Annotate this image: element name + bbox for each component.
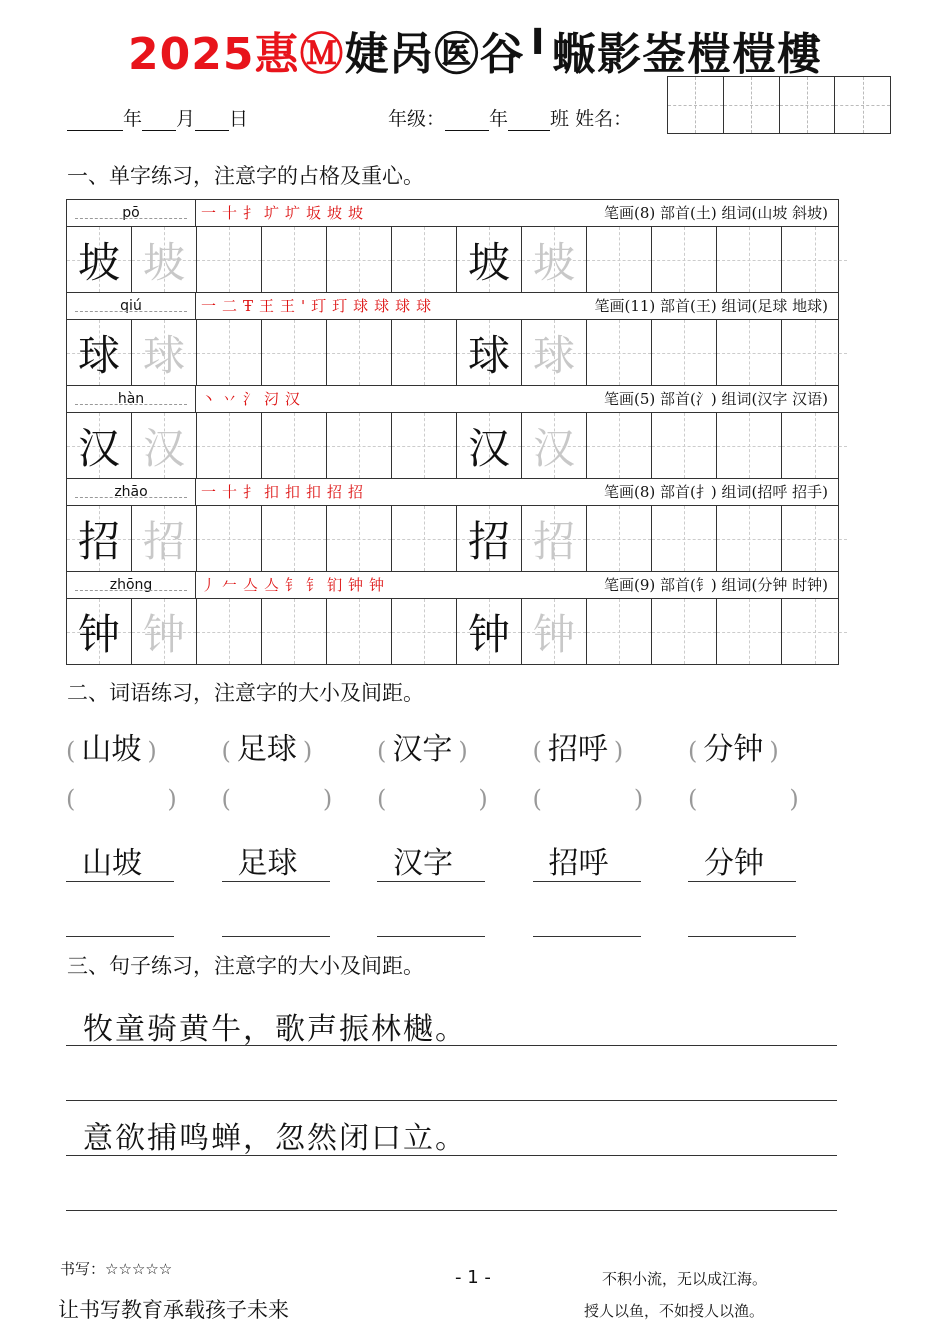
left-paren-icon: ( [221,785,231,813]
trace-char: 钟 [532,609,575,659]
writing-cell[interactable] [587,413,652,478]
word-model [222,724,313,768]
word-text: 足球 [236,732,297,767]
word-underlined: 足球 [237,846,298,881]
char-meta: 笔画(8) 部首(扌) 组词(招呼 招手) [604,483,828,501]
model-char: 钟 [77,609,120,659]
grade-label: 年级： [388,108,446,130]
name-cell[interactable] [724,77,780,133]
pinyin: hàn [67,386,196,412]
right-paren-icon: ) [789,785,799,813]
right-paren-icon: ) [613,737,624,765]
writing-cell[interactable] [262,506,327,571]
trace-char: 汉 [142,423,185,473]
writing-cell[interactable] [327,413,392,478]
title-black-part: 婕呙㊩谷╹蝂影崟榿榿樓 [344,29,822,80]
grade-blank[interactable] [445,112,489,131]
word-text: 分钟 [703,732,764,767]
year-label: 年 [123,108,143,130]
slogan: 让书写教育承载孩子未来 [58,1298,289,1322]
stroke-order: 丶丷氵汈汉 [201,390,307,408]
char-practice-row [67,227,838,293]
char-info-row [67,386,838,413]
rating-label: 书写：☆☆☆☆☆ [60,1260,173,1278]
name-cell[interactable] [835,77,890,133]
right-paren-icon: ) [478,785,488,813]
right-paren-icon: ) [167,785,177,813]
model-char-cell [67,227,132,292]
model-char-cell [67,320,132,385]
model-char-cell [67,599,132,664]
left-paren-icon: ( [66,737,76,765]
word-underline [377,881,485,882]
sentence-2: 意欲捕鸣蝉，忽然闭口立。 [83,1121,467,1156]
left-paren-icon: ( [66,785,76,813]
char-info-row [67,293,838,320]
model-char: 招 [467,516,510,566]
writing-cell[interactable] [327,227,392,292]
model-char: 招 [77,516,120,566]
month-label: 月 [176,108,196,130]
class-line [388,104,632,131]
stroke-order: 一二Ŧ王王'玎玎球球球球 [201,297,438,315]
model-char: 汉 [77,423,120,473]
writing-cell[interactable] [262,227,327,292]
trace-char: 坡 [532,237,575,287]
sentence-2-practice-line[interactable] [66,1210,837,1211]
model-char-cell [67,506,132,571]
name-cell[interactable] [668,77,724,133]
word-text: 招呼 [547,732,608,767]
char-practice-row [67,506,838,572]
quote-2: 授人以鱼，不如授人以渔。 [584,1302,765,1320]
model-char: 钟 [467,609,510,659]
word-text: 山坡 [81,732,142,767]
char-info-row [67,572,838,599]
writing-cell[interactable] [782,413,847,478]
writing-cell[interactable] [197,413,262,478]
quote-1: 不积小流，无以成江海。 [602,1270,768,1288]
writing-cell[interactable] [197,599,262,664]
model-char-cell [457,506,522,571]
word-underline [688,881,796,882]
left-paren-icon: ( [377,737,387,765]
word-underlined: 汉字 [393,846,453,881]
trace-char: 汉 [532,423,575,473]
section3-heading: 三、句子练习，注意字的大小及间距。 [67,954,424,978]
trace-char-cell[interactable] [522,227,587,292]
model-char: 坡 [77,237,120,287]
writing-cell[interactable] [327,506,392,571]
word-blank-parens[interactable] [66,780,177,815]
model-char: 坡 [467,237,510,287]
stroke-order: 丿𠂉亼亼钅钅钔钟钟 [201,576,391,594]
trace-char: 钟 [142,609,185,659]
writing-cell[interactable] [392,599,457,664]
trace-char: 招 [532,516,575,566]
sentence-1-practice-line[interactable] [66,1100,837,1101]
writing-cell[interactable] [262,413,327,478]
char-info-row [67,479,838,506]
char-meta: 笔画(8) 部首(土) 组词(山坡 斜坡) [604,204,828,222]
word-practice-line[interactable] [377,936,485,937]
left-paren-icon: ( [688,785,698,813]
word-underlined: 分钟 [704,846,764,881]
model-char: 汉 [467,423,510,473]
writing-cell[interactable] [717,227,782,292]
right-paren-icon: ) [302,737,313,765]
trace-char: 球 [532,330,575,380]
char-practice-row [67,599,838,664]
model-char-cell [457,413,522,478]
word-practice-line[interactable] [66,936,174,937]
model-char: 球 [467,330,510,380]
model-char-cell [457,227,522,292]
word-underline [533,881,641,882]
writing-cell[interactable] [392,413,457,478]
writing-cell[interactable] [197,506,262,571]
writing-cell[interactable] [197,227,262,292]
writing-cell[interactable] [587,506,652,571]
char-practice-row [67,320,838,386]
writing-cell[interactable] [652,506,717,571]
pinyin: pō [67,200,196,226]
trace-char-cell[interactable] [132,413,197,478]
writing-cell[interactable] [652,599,717,664]
pinyin: qiú [67,293,196,319]
model-char-cell [457,320,522,385]
stroke-order: 一十扌圹圹坂坡坡 [201,204,370,222]
title-red-part: 2025惠Ⓜ [128,29,345,80]
trace-char-cell[interactable] [132,506,197,571]
left-paren-icon: ( [221,737,231,765]
writing-cell[interactable] [262,599,327,664]
char-meta: 笔画(5) 部首(氵) 组词(汉字 汉语) [604,390,828,408]
section2-heading: 二、词语练习，注意字的大小及间距。 [67,681,424,705]
section1-heading: 一、单字练习，注意字的占格及重心。 [67,164,424,188]
sentence-1-line [66,1045,837,1046]
word-blank-parens[interactable] [377,780,488,815]
trace-char-cell[interactable] [132,320,197,385]
writing-cell[interactable] [782,227,847,292]
writing-cell[interactable] [587,227,652,292]
trace-char-cell[interactable] [522,320,587,385]
page-title [0,18,950,82]
day-blank[interactable] [195,112,229,131]
model-char: 球 [77,330,120,380]
writing-cell[interactable] [782,506,847,571]
word-model [688,724,779,768]
writing-cell[interactable] [327,320,392,385]
character-practice-grid [66,199,839,665]
writing-cell[interactable] [652,413,717,478]
char-meta: 笔画(9) 部首(钅) 组词(分钟 时钟) [604,576,828,594]
word-model [533,724,624,768]
model-char-cell [457,599,522,664]
day-label: 日 [229,108,249,130]
word-blank-parens[interactable] [222,780,333,815]
pinyin: zhāo [67,479,196,505]
month-blank[interactable] [142,112,176,131]
trace-char-cell[interactable] [132,599,197,664]
writing-cell[interactable] [392,506,457,571]
name-cell[interactable] [780,77,836,133]
word-underline [66,881,174,882]
trace-char: 球 [142,330,185,380]
left-paren-icon: ( [377,785,387,813]
trace-char-cell[interactable] [522,599,587,664]
word-underline [222,881,330,882]
word-blank-parens[interactable] [533,780,644,815]
writing-cell[interactable] [587,599,652,664]
writing-cell[interactable] [652,320,717,385]
left-paren-icon: ( [688,737,698,765]
year-blank[interactable] [67,112,123,131]
writing-cell[interactable] [197,320,262,385]
writing-cell[interactable] [262,320,327,385]
char-info-row [67,200,838,227]
right-paren-icon: ) [147,737,157,765]
char-meta: 笔画(11) 部首(王) 组词(足球 地球) [594,297,828,315]
left-paren-icon: ( [532,737,542,765]
right-paren-icon: ) [458,737,468,765]
word-text: 汉字 [392,732,453,767]
sentence-1: 牧童骑黄牛，歌声振林樾。 [83,1012,467,1047]
word-underlined: 山坡 [82,846,142,881]
writing-cell[interactable] [717,320,782,385]
sentence-2-line [66,1155,837,1156]
char-practice-row [67,413,838,479]
page-number: - 1 - [455,1267,491,1288]
name-writing-grid[interactable] [667,76,891,134]
writing-cell[interactable] [782,599,847,664]
trace-char: 招 [142,516,185,566]
writing-cell[interactable] [392,320,457,385]
right-paren-icon: ) [322,785,333,813]
trace-char-cell[interactable] [522,413,587,478]
name-label: 姓名： [575,108,633,130]
word-practice-line[interactable] [688,936,796,937]
word-practice-line[interactable] [222,936,330,937]
word-model [66,724,157,768]
writing-cell[interactable] [717,413,782,478]
writing-cell[interactable] [327,599,392,664]
writing-cell[interactable] [652,227,717,292]
word-practice-line[interactable] [533,936,641,937]
left-paren-icon: ( [532,785,542,813]
writing-cell[interactable] [587,320,652,385]
writing-cell[interactable] [392,227,457,292]
date-line [67,104,248,131]
writing-cell[interactable] [717,506,782,571]
word-model [377,724,468,768]
grade-year-label: 年 [489,108,509,130]
trace-char: 坡 [142,237,185,287]
class-label: 班 [550,108,570,130]
pinyin: zhōng [67,572,196,598]
writing-cell[interactable] [717,599,782,664]
writing-cell[interactable] [782,320,847,385]
model-char-cell [67,413,132,478]
trace-char-cell[interactable] [132,227,197,292]
word-blank-parens[interactable] [688,780,799,815]
stroke-order: 一十扌扣扣扣招招 [201,483,370,501]
class-blank[interactable] [508,112,550,131]
word-underlined: 招呼 [548,846,609,881]
right-paren-icon: ) [769,737,779,765]
trace-char-cell[interactable] [522,506,587,571]
right-paren-icon: ) [633,785,644,813]
